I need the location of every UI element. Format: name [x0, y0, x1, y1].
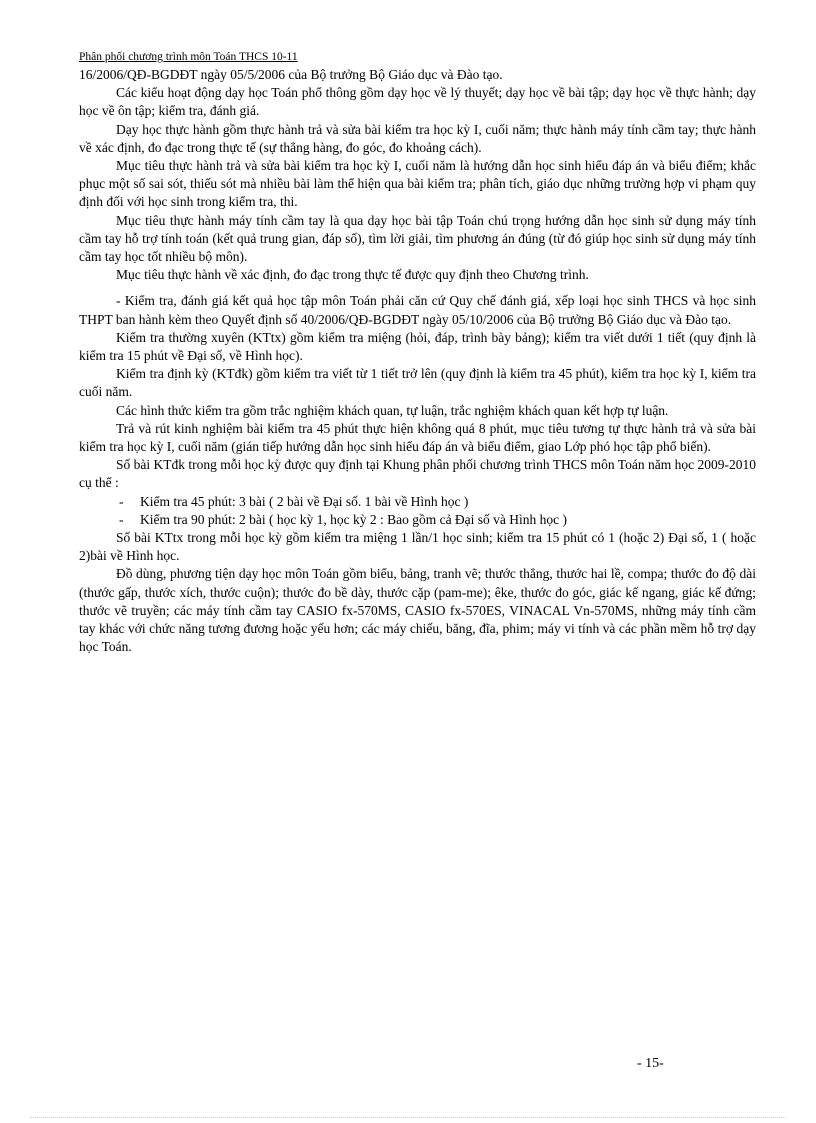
bullet-list	[79, 493, 756, 529]
document-body	[79, 66, 756, 657]
paragraph: Các hình thức kiểm tra gồm trắc nghiệm khách quan, tự luận, trắc nghiệm khách quan kết hợp tự luận.	[116, 402, 669, 418]
paragraph: - Kiểm tra, đánh giá kết quả học tập môn Toán phải căn cứ Quy chế đánh giá, xếp loại học sinh THCS và học sinh THPT ban hành kèm theo Quyết định số 40/2006/QĐ-BGDĐT ngày 05/10/2006 của Bộ trưởng Bộ Giáo dục và Đào tạo.	[79, 293, 756, 327]
paragraph: Kiểm tra định kỳ (KTđk) gồm kiểm tra viết từ 1 tiết trở lên (quy định là kiểm tra 45 phút), kiểm tra học kỳ I, kiểm tra cuối năm.	[79, 366, 756, 400]
list-item-text: Kiểm tra 90 phút: 2 bài ( học kỳ 1, học kỳ 2 : Bao gồm cả Đại số và Hình học )	[140, 511, 568, 527]
paragraph: 16/2006/QĐ-BGDĐT ngày 05/5/2006 của Bộ trưởng Bộ Giáo dục và Đào tạo.	[79, 67, 503, 82]
paragraph: Số bài KTđk trong mỗi học kỳ được quy định tại Khung phân phối chương trình THCS môn Toán năm học 2009-2010 cụ thể :	[79, 457, 756, 491]
paragraph: Dạy học thực hành gồm thực hành trả và sửa bài kiểm tra học kỳ I, cuối năm; thực hành máy tính cầm tay; thực hành về xác định, đo đạc trong thực tế (sự thẳng hàng, đo góc, đo khoảng cách).	[79, 121, 756, 155]
dash-icon: -	[119, 511, 124, 527]
page-number: - 15-	[637, 1056, 664, 1071]
paragraph: Số bài KTtx trong mỗi học kỳ gồm kiểm tra miệng 1 lần/1 học sinh; kiểm tra 15 phút có 1 (hoặc 2) Đại số, 1 ( hoặc 2)bài về Hình học.	[79, 530, 756, 564]
paragraph: Trả và rút kinh nghiệm bài kiểm tra 45 phút thực hiện không quá 8 phút, mục tiêu tương tự thực hành trả và sửa bài kiểm tra học kỳ I, cuối năm (gián tiếp hướng dẫn học sinh hiểu đáp án và biểu điểm, giao Lớp phó học tập phổ biến).	[79, 420, 756, 455]
page-header: Phân phối chương trình môn Toán THCS 10-11	[79, 51, 298, 63]
paragraph: Mục tiêu thực hành về xác định, đo đạc trong thực tế được quy định theo Chương trình.	[116, 267, 589, 283]
list-item	[79, 493, 756, 511]
paragraph: Mục tiêu thực hành trả và sửa bài kiểm tra học kỳ I, cuối năm là hướng dẫn học sinh hiểu đáp án và biểu điểm; khắc phục một số sai sót, thiếu sót mà nhiều bài làm thể hiện qua bài kiểm tra; phân tích, giáo dục những trường hợp vi phạm quy định đối với học sinh trong kiểm tra, thi.	[79, 158, 756, 210]
list-item-text: Kiểm tra 45 phút: 3 bài ( 2 bài về Đại số. 1 bài về Hình học )	[140, 493, 469, 509]
paragraph: Kiểm tra thường xuyên (KTtx) gồm kiểm tra miệng (hỏi, đáp, trình bày bảng); kiểm tra viết dưới 1 tiết (quy định là kiểm tra 15 phút về Đại số, về Hình học).	[79, 329, 756, 364]
paragraph: Các kiểu hoạt động dạy học Toán phổ thông gồm dạy học về lý thuyết; dạy học về bài tập; dạy học về thực hành; dạy học về ôn tập; kiểm tra, đánh giá.	[79, 85, 756, 119]
list-item	[79, 511, 756, 529]
dash-icon: -	[119, 493, 124, 509]
paragraph: Mục tiêu thực hành máy tính cầm tay là qua dạy học bài tập Toán chú trọng hướng dẫn học sinh sử dụng máy tính cầm tay hỗ trợ tính toán (kết quả trung gian, đáp số), tìm lời giải, tìm phương án đúng (từ đó giúp học sinh sử dụng máy tính cầm tay học tốt nhiều bộ môn).	[79, 212, 756, 265]
paragraph: Đồ dùng, phương tiện dạy học môn Toán gồm biểu, bảng, tranh vẽ; thước thẳng, thước hai lề, compa; thước đo độ dài (thước gấp, thước xích, thước cuộn); thước đo bề dày, thước cặp (pam-me); êke, thước đo góc, giác kế ngang, giác kế đứng; thước vẽ truyền; các máy tính cầm tay CASIO fx-570MS, CASIO fx-570ES, VINACAL Vn-570MS, những máy tính cầm tay khác với chức năng tương đương hoặc yếu hơn; các máy chiếu, băng, đĩa, phim; máy vi tính và các phần mềm hỗ trợ dạy học Toán.	[79, 566, 756, 655]
page-bottom-border	[30, 1117, 786, 1118]
